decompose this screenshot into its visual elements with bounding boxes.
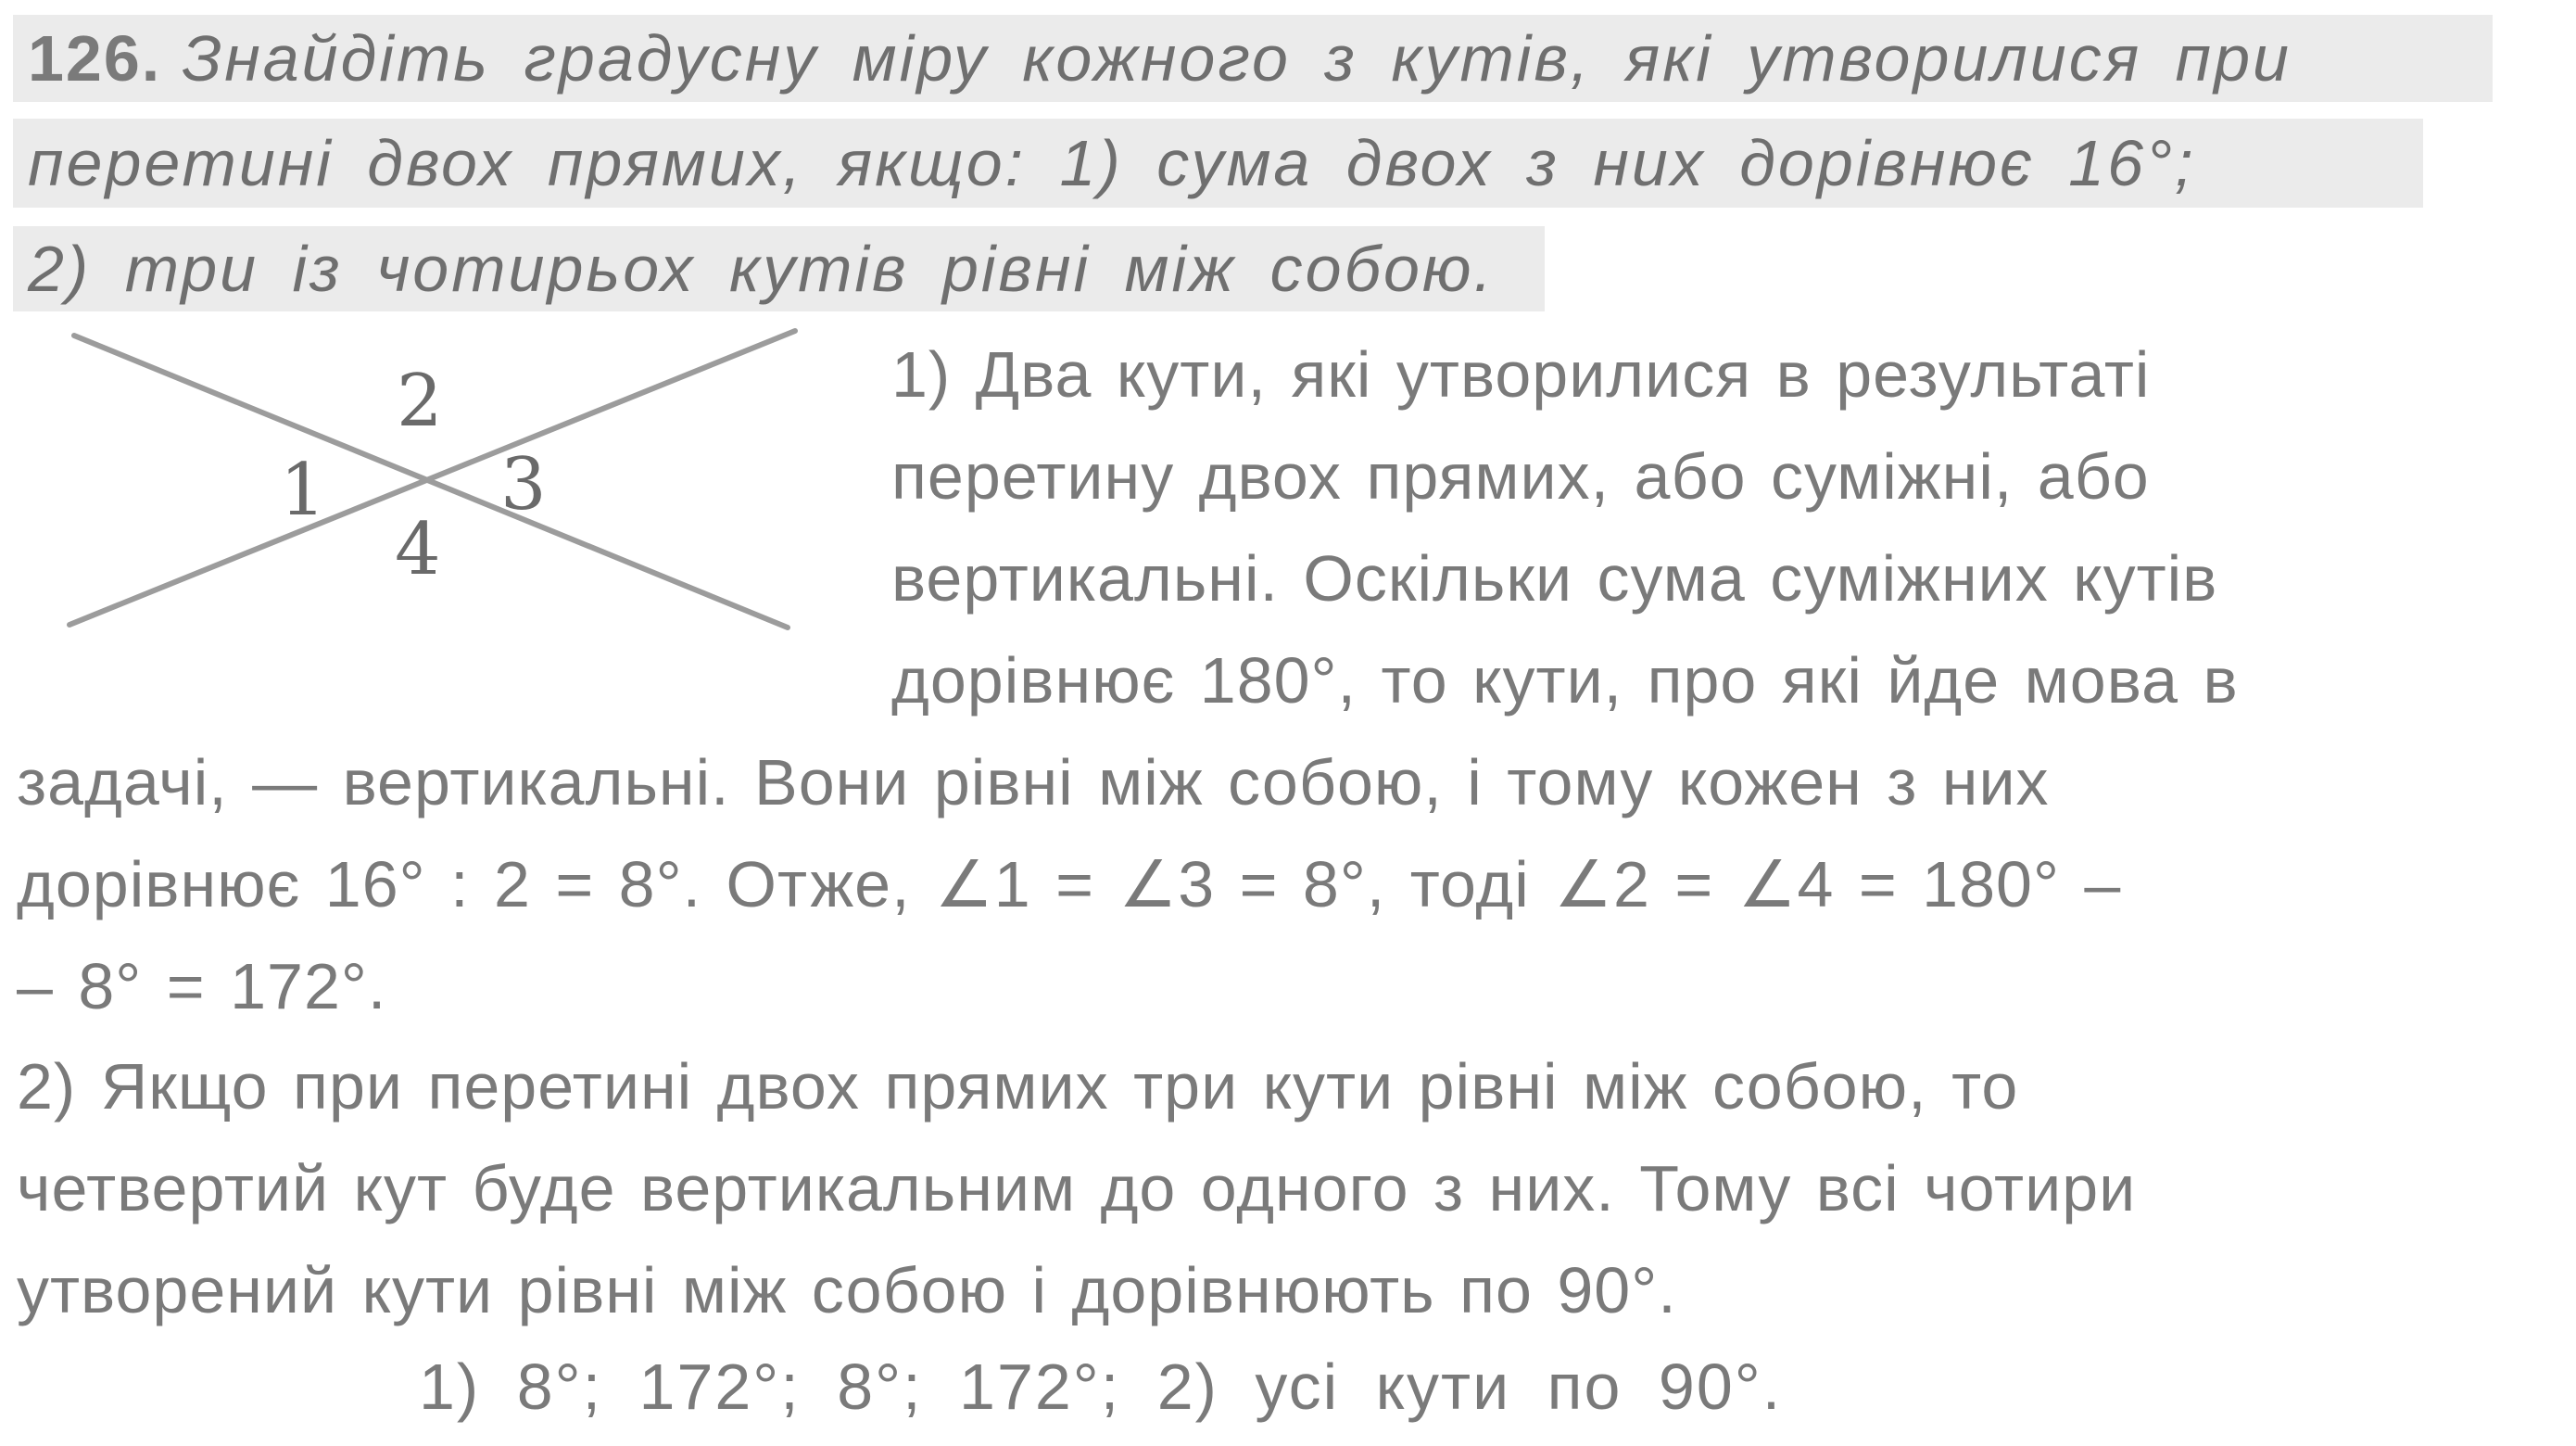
answer-line: 1) 8°; 172°; 8°; 172°; 2) усі кути по 90°. bbox=[419, 1351, 1783, 1423]
problem-text-line-2: перетині двох прямих, якщо: 1) сума двох з них дорівнює 16°; bbox=[28, 127, 2196, 199]
solution-line: 2) Якщо при перетині двох прямих три кути рівні між собою, то bbox=[17, 1050, 2019, 1123]
solution-line: дорівнює 16° : 2 = 8°. Отже, ∠1 = ∠3 = 8°, тоді ∠2 = ∠4 = 180° – bbox=[17, 848, 2122, 920]
solution-line: 1) Два кути, які утворилися в результаті bbox=[891, 338, 2151, 411]
angle-label-4: 4 bbox=[395, 508, 441, 591]
problem-text-line-3: 2) три із чотирьох кутів рівні між собою. bbox=[28, 233, 1495, 305]
solution-line: перетину двох прямих, або суміжні, або bbox=[891, 440, 2150, 513]
problem-text-line-1: Знайдіть градусну міру кожного з кутів, які утворилися при bbox=[182, 22, 2292, 95]
problem-statement-line-1 bbox=[13, 15, 2493, 102]
solution-line: дорівнює 180°, то кути, про які йде мова в bbox=[891, 644, 2239, 717]
problem-number: 126. bbox=[28, 22, 162, 95]
problem-statement-line-2 bbox=[13, 119, 2423, 208]
problem-statement-line-3 bbox=[13, 226, 1545, 311]
intersecting-lines-diagram bbox=[46, 317, 815, 641]
angle-label-3: 3 bbox=[500, 443, 547, 526]
angle-label-2: 2 bbox=[397, 360, 443, 443]
solution-line: вертикальні. Оскільки сума суміжних кутів bbox=[891, 542, 2218, 615]
solution-line: – 8° = 172°. bbox=[17, 950, 387, 1022]
solution-line: утворений кути рівні між собою і дорівнюють по 90°. bbox=[17, 1254, 1677, 1326]
solution-line: четвертий кут буде вертикальним до одного з них. Тому всі чотири bbox=[17, 1152, 2137, 1224]
solution-line: задачі, — вертикальні. Вони рівні між собою, і тому кожен з них bbox=[17, 746, 2050, 818]
angle-label-1: 1 bbox=[280, 449, 326, 532]
